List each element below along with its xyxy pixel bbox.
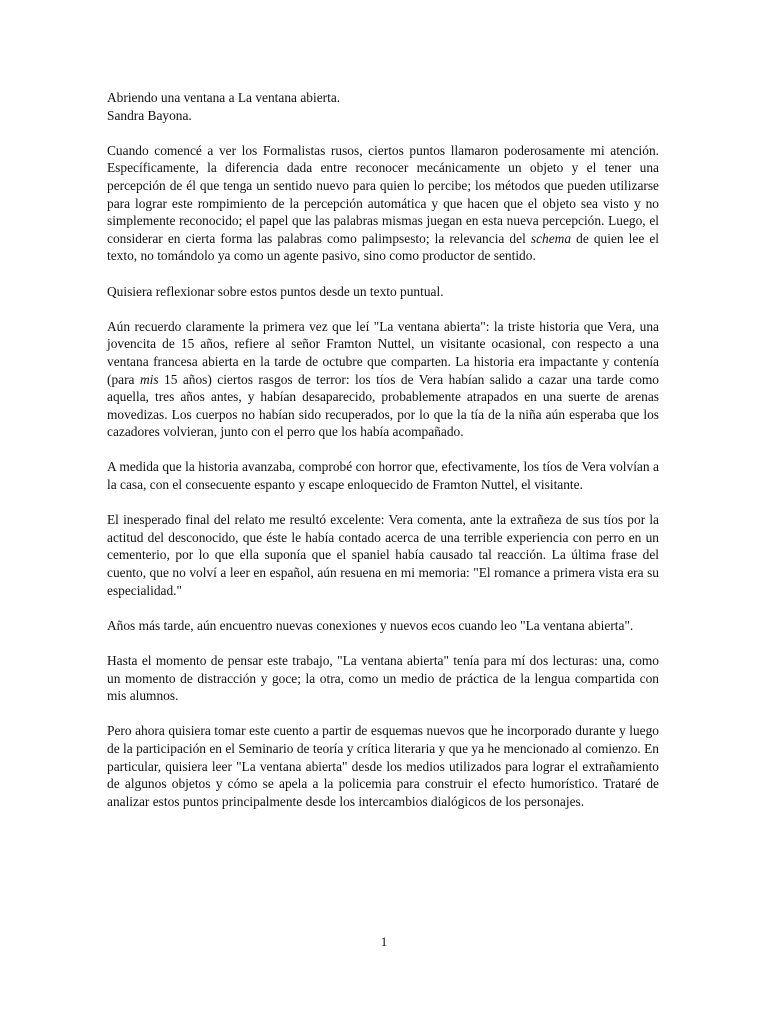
paragraph-1 xyxy=(107,142,659,265)
document-author: Sandra Bayona. xyxy=(107,107,192,123)
paragraph-3 xyxy=(107,318,659,441)
paragraph-5: El inesperado final del relato me resultó excelente: Vera comenta, ante la extrañeza de sus tíos por la actitud del desconocido, que éste le había contado acerca de una terrible experiencia con perro en un cementerio, por lo que ella suponía que el spaniel había causado tal reacción. La última frase del cuento, que no volví a leer en español, aún resuena en mi memoria: "El romance a primera vista era su especialidad." xyxy=(107,512,659,598)
document-body xyxy=(107,89,659,810)
paragraph-3-text: Aún recuerdo claramente la primera vez que leí "La ventana abierta": la triste historia que Vera, una jovencita de 15 años, refiere al señor Framton Nuttel, un visitante ocasional, con respecto a una ventana francesa abierta en la tarde de octubre que comparten. La historia era impactante y contenía (para xyxy=(107,318,659,387)
paragraph-4: A medida que la historia avanzaba, comprobé con horror que, efectivamente, los tíos de Vera volvían a la casa, con el consecuente espanto y escape enloquecido de Framton Nuttel, el visitante. xyxy=(107,459,659,493)
paragraph-8: Pero ahora quisiera tomar este cuento a partir de esquemas nuevos que he incorporado durante y luego de la participación en el Seminario de teoría y crítica literaria y que ya he mencionado al comienzo. En particular, quisiera leer "La ventana abierta" desde los medios utilizados para lograr el extrañamiento de algunos objetos y cómo se apela a la policemia para construir el efecto humorístico. Trataré de analizar estos puntos principalmente desde los intercambios dialógicos de los personajes. xyxy=(107,723,659,809)
paragraph-7: Hasta el momento de pensar este trabajo, "La ventana abierta" tenía para mí dos lecturas: una, como un momento de distracción y goce; la otra, como un medio de práctica de la lengua compartida con mis alumnos. xyxy=(107,653,659,704)
page-number: 1 xyxy=(380,934,388,949)
paragraph-3-text-end: 15 años) ciertos rasgos de terror: los tíos de Vera habían salido a cazar una tarde como aquella, tres años antes, y habían desaparecido, probablemente atrapados en una suerte de arenas movedizas. Los cuerpos no habían sido recuperados, por lo que la tía de la niña aún esperaba que los cazadores volvieran, junto con el perro que los había acompañado. xyxy=(107,371,659,440)
document-title: Abriendo una ventana a La ventana abierta. xyxy=(107,90,341,105)
paragraph-3-italic-mis: mis xyxy=(139,371,159,387)
paragraph-6: Años más tarde, aún encuentro nuevas conexiones y nuevos ecos cuando leo "La ventana abierta". xyxy=(107,617,634,633)
paragraph-2: Quisiera reflexionar sobre estos puntos desde un texto puntual. xyxy=(107,283,444,299)
paragraph-1-text-end: de quien lee el texto, no tomándolo ya como un agente pasivo, sino como productor de sentido. xyxy=(107,230,659,264)
document-heading xyxy=(107,89,659,124)
paragraph-1-italic-schema: schema xyxy=(530,230,572,246)
paragraph-1-text: Cuando comencé a ver los Formalistas rusos, ciertos puntos llamaron poderosamente mi atención. Específicamente, la diferencia dada entre reconocer mecánicamente un objeto y el tener una percepción de él que tenga un sentido nuevo para quien lo percibe; los métodos que pueden utilizarse para lograr este rompimiento de la percepción automática y que hacen que el objeto sea visto y no simplemente reconocido; el papel que las palabras mismas juegan en esta nueva percepción. Luego, el considerar en cierta forma las palabras como palimpsesto; la relevancia del xyxy=(107,142,659,246)
